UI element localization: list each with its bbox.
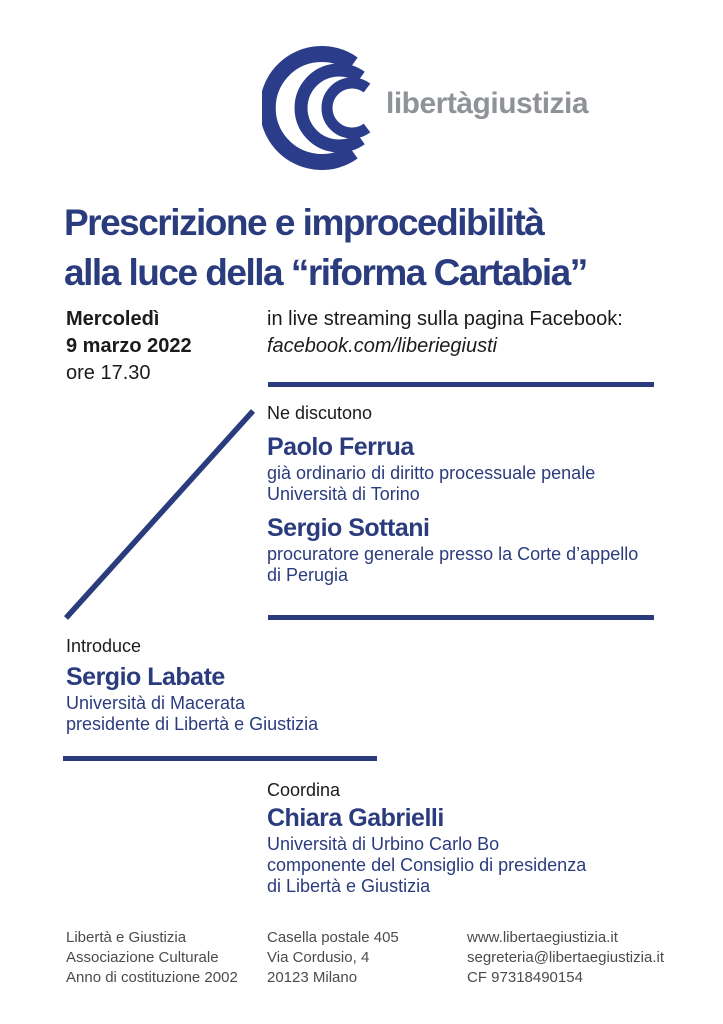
speaker-name-sottani: Sergio Sottani [267, 514, 430, 542]
introducer-heading: Introduce [66, 636, 142, 656]
speaker-role-line: Università di Torino [267, 484, 420, 504]
footer-fiscal-code: CF 97318490154 [467, 969, 583, 986]
speaker-name-ferrua: Paolo Ferrua [267, 433, 414, 461]
event-date: 9 marzo 2022 [66, 335, 192, 357]
brand-wordmark: libertàgiustizia [386, 87, 589, 120]
section-divider-middle [268, 615, 654, 620]
event-title-line2: alla luce della “riforma Cartabia” [64, 252, 587, 293]
speaker-role-line: Università di Urbino Carlo Bo [267, 834, 500, 854]
streaming-info [267, 306, 623, 360]
facebook-url: facebook.com/liberiegiusti [267, 335, 498, 357]
speaker-role-line: componente del Consiglio di presidenza [267, 855, 587, 875]
speaker-name-gabrielli: Chiara Gabrielli [267, 804, 444, 832]
footer-line: Associazione Culturale [66, 949, 219, 966]
event-title [64, 198, 704, 298]
speaker-name-labate: Sergio Labate [66, 663, 225, 691]
speaker-role-line: di Perugia [267, 565, 349, 585]
discussants-heading: Ne discutono [267, 403, 373, 423]
footer-website: www.libertaegiustizia.it [467, 929, 618, 946]
speaker-role-line: già ordinario di diritto processuale penale [267, 463, 596, 483]
footer-email: segreteria@libertaegiustizia.it [467, 949, 664, 966]
speaker-role-line: di Libertà e Giustizia [267, 876, 431, 896]
event-title-line1: Prescrizione e improcedibilità [64, 202, 544, 243]
speaker-roles-sottani [267, 544, 638, 586]
speaker-roles-labate [66, 693, 318, 735]
section-divider-bottom [63, 756, 377, 761]
speaker-roles-ferrua [267, 463, 595, 505]
footer-line: Casella postale 405 [267, 929, 399, 946]
footer-address-column [267, 928, 399, 988]
section-divider-top [268, 382, 654, 387]
speaker-role-line: Università di Macerata [66, 693, 246, 713]
event-day: Mercoledì [66, 308, 160, 330]
footer-contacts-column [467, 928, 664, 988]
event-time: ore 17.30 [66, 362, 151, 384]
event-date-block [66, 306, 192, 387]
speaker-roles-gabrielli [267, 834, 586, 897]
streaming-label: in live streaming sulla pagina Facebook: [267, 308, 623, 330]
footer-org-column [66, 928, 238, 988]
footer-line: Via Cordusio, 4 [267, 949, 370, 966]
footer-line: 20123 Milano [267, 969, 358, 986]
diagonal-accent-line [56, 404, 261, 628]
footer-line: Anno di costituzione 2002 [66, 969, 238, 986]
moderator-heading: Coordina [267, 780, 341, 800]
speaker-role-line: procuratore generale presso la Corte d’appello [267, 544, 639, 564]
footer-line: Libertà e Giustizia [66, 929, 187, 946]
speaker-role-line: presidente di Libertà e Giustizia [66, 714, 319, 734]
